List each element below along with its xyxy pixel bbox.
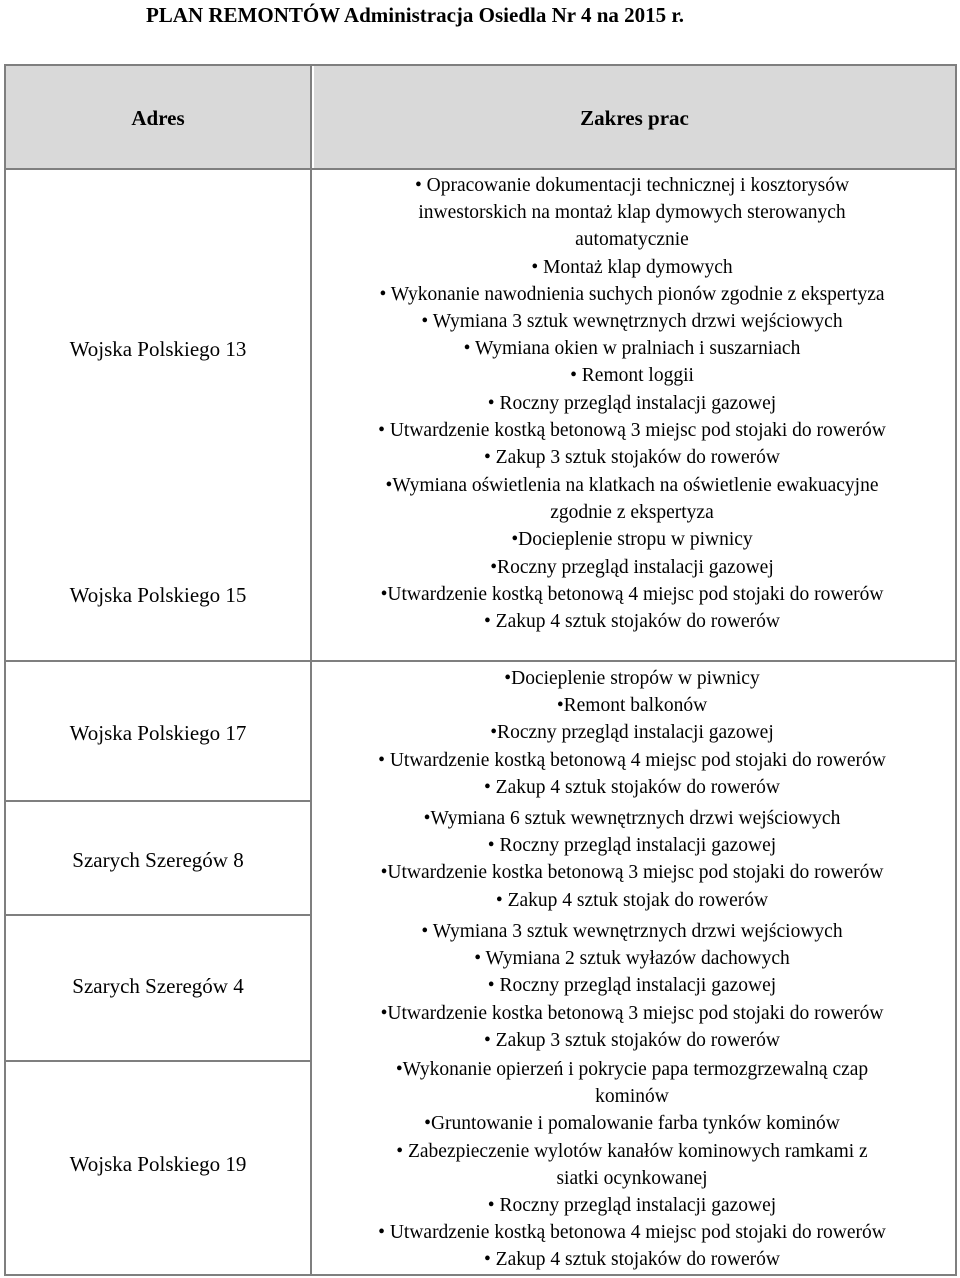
scope-list-szarych-szeregow-4 bbox=[312, 918, 952, 1054]
header-divider bbox=[4, 168, 957, 170]
scope-line: • Roczny przegląd instalacji gazowej bbox=[487, 975, 777, 997]
scope-line: •Gruntowanie i pomalowanie farba tynków kominów bbox=[424, 1113, 840, 1135]
scope-line: •Utwardzenie kostką betonową 4 miejsc pod stojaki do rowerów bbox=[380, 583, 884, 605]
row-divider bbox=[4, 914, 312, 916]
scope-list-wojska-polskiego-15 bbox=[312, 472, 952, 635]
scope-line: • Zakup 4 sztuk stojaków do rowerów bbox=[483, 776, 781, 798]
address-szarych-szeregow-8: Szarych Szeregów 8 bbox=[72, 848, 244, 872]
scope-line: •Wykonanie opierzeń i pokrycie papa termozgrzewalną czap bbox=[395, 1059, 869, 1080]
scope-line: •Docieplenie stropów w piwnicy bbox=[504, 668, 760, 689]
page-title: PLAN REMONTÓW Administracja Osiedla Nr 4 na 2015 r. bbox=[145, 3, 685, 27]
scope-line: •Utwardzenie kostka betonową 3 miejsc pod stojaki do rowerów bbox=[380, 1002, 884, 1024]
header-address: Adres bbox=[131, 106, 185, 130]
address-wojska-polskiego-17: Wojska Polskiego 17 bbox=[69, 721, 247, 745]
scope-line: • Roczny przegląd instalacji gazowej bbox=[487, 835, 777, 857]
scope-line: • Wymiana 2 sztuk wyłazów dachowych bbox=[474, 948, 790, 970]
scope-line: • Opracowanie dokumentacji technicznej i kosztorysów bbox=[414, 175, 850, 196]
scope-line: • Zakup 4 sztuk stojaków do rowerów bbox=[483, 1249, 781, 1271]
scope-line: • Utwardzenie kostką betonową 3 miejsc pod stojaki do rowerów bbox=[378, 419, 886, 441]
scope-line: kominów bbox=[595, 1086, 669, 1108]
scope-line: •Roczny przegląd instalacji gazowej bbox=[490, 722, 774, 744]
scope-line: • Wymiana 3 sztuk wewnętrznych drzwi wejściowych bbox=[421, 311, 843, 333]
row-divider bbox=[4, 1060, 312, 1062]
scope-line: • Utwardzenie kostką betonowa 4 miejsc pod stojaki do rowerów bbox=[378, 1222, 886, 1244]
scope-line: • Zakup 4 sztuk stojaków do rowerów bbox=[483, 611, 781, 633]
scope-line: • Montaż klap dymowych bbox=[531, 256, 733, 278]
scope-line: zgodnie z ekspertyza bbox=[550, 502, 714, 524]
scope-line: • Zakup 3 sztuk stojaków do rowerów bbox=[483, 1029, 781, 1051]
row-divider bbox=[4, 800, 312, 802]
scope-line: automatycznie bbox=[575, 229, 689, 251]
header-scope: Zakres prac bbox=[580, 106, 689, 130]
scope-line: • Wymiana 3 sztuk wewnętrznych drzwi wejściowych bbox=[421, 921, 843, 942]
scope-line: • Zakup 3 sztuk stojaków do rowerów bbox=[483, 447, 781, 469]
scope-line: •Roczny przegląd instalacji gazowej bbox=[490, 556, 774, 578]
scope-line: •Docieplenie stropu w piwnicy bbox=[511, 529, 753, 551]
scope-line: •Wymiana 6 sztuk wewnętrznych drzwi wejściowych bbox=[423, 808, 841, 829]
scope-line: • Roczny przegląd instalacji gazowej bbox=[487, 392, 777, 414]
scope-line: •Remont balkonów bbox=[556, 695, 708, 717]
scope-line: • Zabezpieczenie wylotów kanałów kominowych ramkami z bbox=[396, 1140, 868, 1162]
scope-line: • Utwardzenie kostką betonową 4 miejsc pod stojaki do rowerów bbox=[378, 749, 886, 771]
scope-line: • Remont loggii bbox=[570, 365, 694, 387]
scope-line: • Wymiana okien w pralniach i suszarniach bbox=[463, 338, 801, 360]
address-wojska-polskiego-13: Wojska Polskiego 13 bbox=[69, 337, 247, 361]
scope-line: • Zakup 4 sztuk stojak do rowerów bbox=[495, 889, 769, 911]
scope-line: •Utwardzenie kostka betonową 3 miejsc pod stojaki do rowerów bbox=[380, 862, 884, 884]
scope-line: siatki ocynkowanej bbox=[556, 1167, 708, 1189]
scope-list-wojska-polskiego-17 bbox=[312, 665, 952, 801]
address-szarych-szeregow-4: Szarych Szeregów 4 bbox=[72, 974, 244, 998]
scope-line: • Wykonanie nawodnienia suchych pionów zgodnie z ekspertyza bbox=[379, 283, 885, 305]
address-wojska-polskiego-15: Wojska Polskiego 15 bbox=[69, 583, 247, 607]
scope-line: • Roczny przegląd instalacji gazowej bbox=[487, 1195, 777, 1217]
row-divider bbox=[4, 660, 957, 662]
scope-list-szarych-szeregow-8 bbox=[312, 805, 952, 914]
address-wojska-polskiego-19: Wojska Polskiego 19 bbox=[69, 1152, 247, 1176]
scope-line: •Wymiana oświetlenia na klatkach na oświetlenie ewakuacyjne bbox=[385, 475, 879, 496]
scope-line: inwestorskich na montaż klap dymowych sterowanych bbox=[418, 202, 846, 224]
scope-list-wojska-polskiego-13 bbox=[312, 172, 952, 471]
scope-list-wojska-polskiego-19 bbox=[312, 1056, 952, 1274]
